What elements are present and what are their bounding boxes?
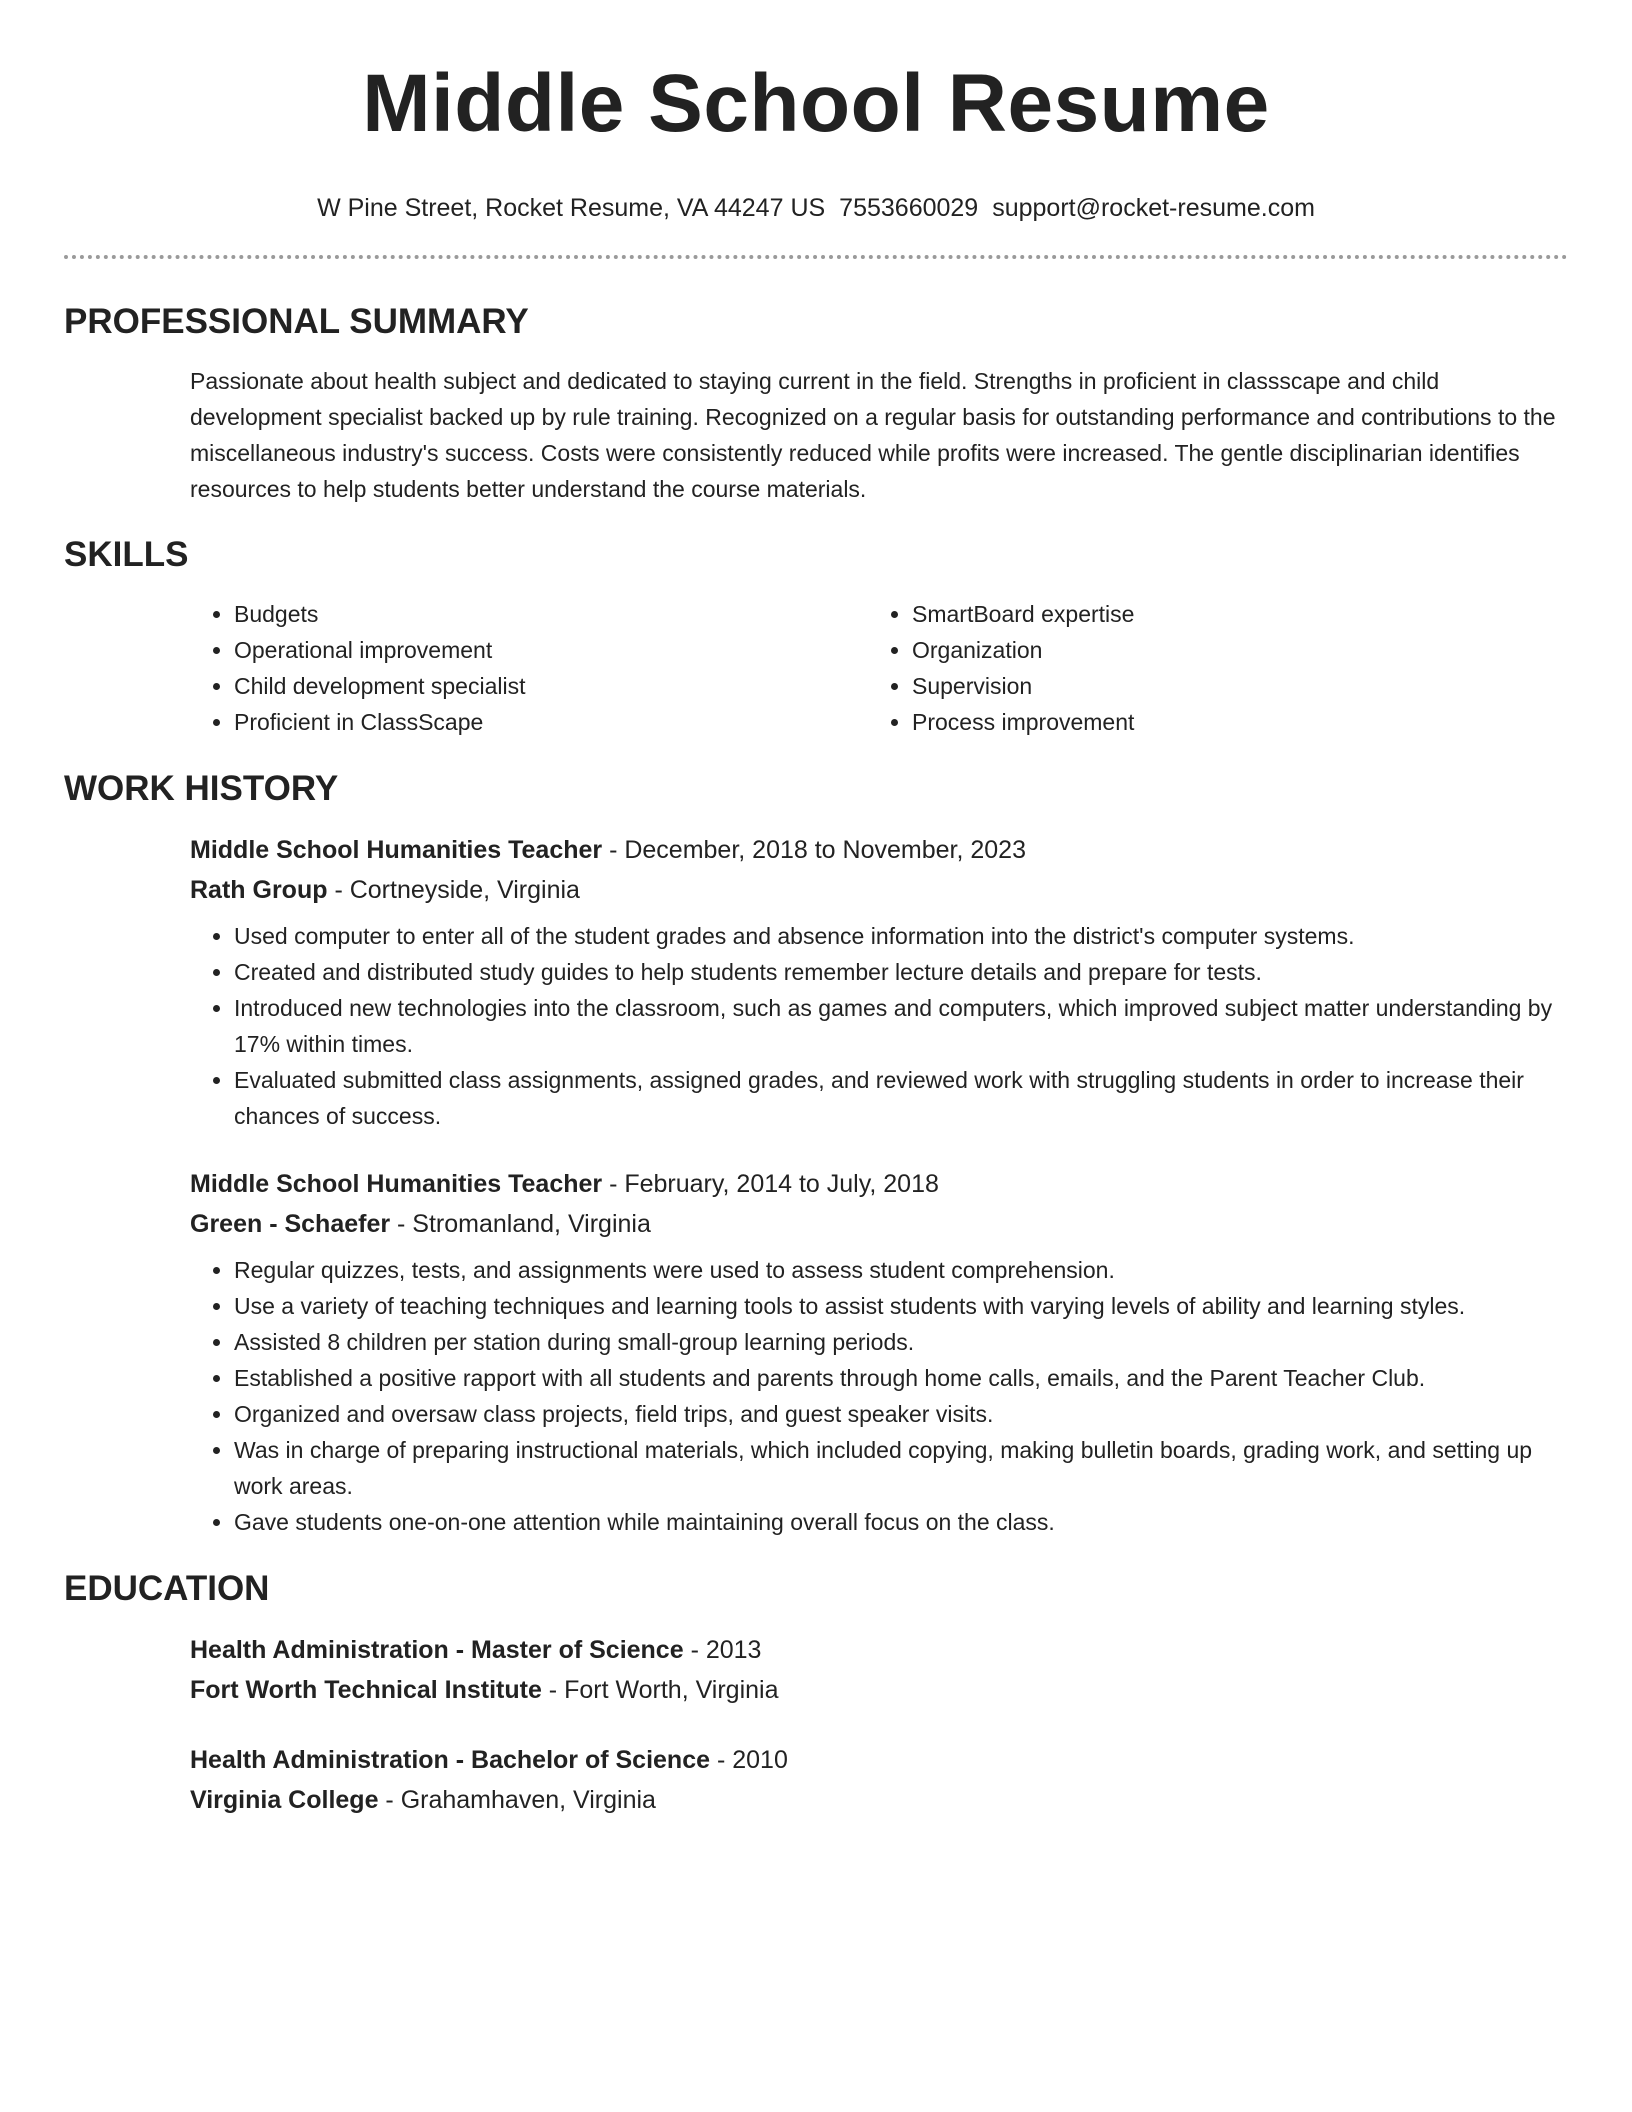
contact-line <box>64 192 1568 224</box>
education-location: - Grahamhaven, Virginia <box>378 1786 656 1814</box>
education-entry <box>64 1630 1568 1710</box>
job-bullet: • Was in charge of preparing instructional materials, which included copying, making bulletin boards, grading work, and setting up work areas. <box>234 1432 1568 1504</box>
skill-item: • Process improvement <box>912 704 1546 740</box>
education-section <box>64 1568 1568 1820</box>
contact-address: W Pine Street, Rocket Resume, VA 44247 US <box>317 194 826 222</box>
job-location: - Cortneyside, Virginia <box>327 876 580 904</box>
skill-item: • Proficient in ClassScape <box>234 704 868 740</box>
job-bullet: • Created and distributed study guides to help students remember lecture details and prepare for tests. <box>234 954 1568 990</box>
job-bullet: • Assisted 8 children per station during small-group learning periods. <box>234 1324 1568 1360</box>
job-location: - Stromanland, Virginia <box>390 1210 651 1238</box>
education-degree: Health Administration - Bachelor of Science <box>190 1746 711 1774</box>
education-school-line <box>190 1780 1568 1820</box>
education-degree-line <box>190 1630 1568 1670</box>
job-dates: - February, 2014 to July, 2018 <box>602 1170 939 1198</box>
skill-item: • Operational improvement <box>234 632 868 668</box>
skill-item: • Budgets <box>234 596 868 632</box>
job-bullets <box>190 1252 1568 1540</box>
education-heading: EDUCATION <box>64 1569 270 1608</box>
summary-heading: PROFESSIONAL SUMMARY <box>64 302 529 341</box>
education-degree: Health Administration - Master of Science <box>190 1636 684 1664</box>
education-school: Fort Worth Technical Institute <box>190 1676 542 1704</box>
job-company: Rath Group <box>190 876 328 904</box>
header-divider <box>64 255 1568 259</box>
skills-section <box>64 534 1568 740</box>
education-degree-line <box>190 1740 1568 1780</box>
job-bullet: • Introduced new technologies into the classroom, such as games and computers, which improved subject matter understanding by 17% within times. <box>234 990 1568 1062</box>
education-entry <box>64 1740 1568 1820</box>
job-title: Middle School Humanities Teacher <box>190 1170 603 1198</box>
work-history-section <box>64 768 1568 1540</box>
skills-list <box>64 596 1568 740</box>
education-year: - 2010 <box>710 1746 788 1774</box>
job-bullet: • Use a variety of teaching techniques and learning tools to assist students with varying levels of ability and learning styles. <box>234 1288 1568 1324</box>
skill-item: • Supervision <box>912 668 1546 704</box>
job-bullet: • Evaluated submitted class assignments, assigned grades, and reviewed work with struggling students in order to increase their chances of success. <box>234 1062 1568 1134</box>
job-bullets <box>190 918 1568 1134</box>
skills-column-left <box>190 596 868 740</box>
contact-phone: 7553660029 <box>839 194 979 222</box>
job-company-line <box>190 870 1568 910</box>
job-bullet: • Gave students one-on-one attention while maintaining overall focus on the class. <box>234 1504 1568 1540</box>
resume-name: Middle School Resume <box>362 58 1270 149</box>
skills-column-right <box>868 596 1546 740</box>
job-bullet: • Established a positive rapport with all students and parents through home calls, emails, and the Parent Teacher Club. <box>234 1360 1568 1396</box>
job-company-line <box>190 1204 1568 1244</box>
job-entry <box>64 1164 1568 1540</box>
education-location: - Fort Worth, Virginia <box>541 1676 779 1704</box>
skill-item: • Child development specialist <box>234 668 868 704</box>
job-entry <box>64 830 1568 1134</box>
skill-item: • Organization <box>912 632 1546 668</box>
contact-email: support@rocket-resume.com <box>992 194 1315 222</box>
job-title-line <box>190 1164 1568 1204</box>
work-history-heading: WORK HISTORY <box>64 769 339 808</box>
education-school: Virginia College <box>190 1786 379 1814</box>
summary-section <box>64 301 1568 507</box>
summary-text: Passionate about health subject and dedicated to staying current in the field. Strengths in proficient in classscape and child development specialist backed up by rule training. Recognized on a regular basis for outstanding performance and contributions to the miscellaneous industry's success. Costs were consistently reduced while profits were increased. The gentle disciplinarian identifies resources to help students better understand the course materials. <box>190 368 1556 502</box>
skill-item: • SmartBoard expertise <box>912 596 1546 632</box>
job-bullet: • Organized and oversaw class projects, field trips, and guest speaker visits. <box>234 1396 1568 1432</box>
job-bullet: • Regular quizzes, tests, and assignments were used to assess student comprehension. <box>234 1252 1568 1288</box>
education-school-line <box>190 1670 1568 1710</box>
job-title-line <box>190 830 1568 870</box>
job-dates: - December, 2018 to November, 2023 <box>602 836 1026 864</box>
job-company: Green - Schaefer <box>190 1210 391 1238</box>
education-year: - 2013 <box>683 1636 762 1664</box>
job-bullet: • Used computer to enter all of the student grades and absence information into the district's computer systems. <box>234 918 1568 954</box>
job-title: Middle School Humanities Teacher <box>190 836 603 864</box>
skills-heading: SKILLS <box>64 535 189 574</box>
